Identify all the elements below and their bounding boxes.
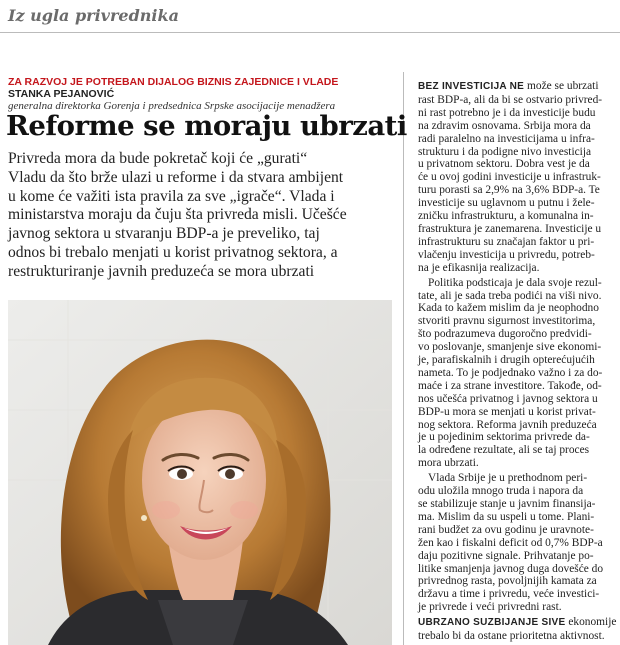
body-line: investicije su uglavnom u putnu i žele- [418,197,595,210]
lead-line: odnos bi trebalo menjati u korist privatnog sektora, a [8,243,338,261]
author-role: generalna direktorka Gorenja i predsednica Srpske asocijacije menadžera [8,100,336,112]
article-lead [8,150,400,282]
body-line: maće i za strane investitore. Takođe, od- [418,379,602,392]
body-line: na je efikasnija realizacija. [418,261,540,274]
body-line: na zdravim osnovama. Srbija mora da [418,119,591,132]
body-line: mora ubrzati. [418,457,479,470]
body-line: vo poslovanje, smanjenje sive ekonomi- [418,341,602,354]
body-line: ma. Mislim da su uspeli u tome. Plani- [418,510,595,523]
body-line: što podrazumeva dugoročno predvidi- [418,328,592,341]
body-line: tate, ali je sada treba podići na viši nivo. [418,289,602,302]
body-line: turu porasti sa 2,9% na 3,6% BDP-a. Te [418,184,600,197]
body-line: strukturu i da podigne nivo investicija [418,145,592,158]
body-line: nos učešća privatnog i javnog sektora u [418,392,598,405]
body-line: Politika podsticaja je dala svoje rezul- [428,276,602,289]
body-line: je, parafiskalnih i drugih opterećujućih [418,354,595,367]
lead-line: restrukturiranje javnih preduzeća se mora ubrzati [8,262,315,280]
article-body [418,80,617,643]
body-line: daju pozitivne signale. Prihvatanje po- [418,549,594,562]
body-line: nog sektora. Reforma javnih preduzeća [418,418,597,431]
body-line: radi paralelno na investicijama u infra- [418,132,595,145]
body-line: Kada to kažem mislim da je neophodno [418,302,599,315]
section-header [0,0,620,34]
body-line: BEZ INVESTICIJA NE može se ubrzati [418,80,599,92]
body-line: privrednog rasta, povoljnijih kamata za [418,575,597,588]
body-line: odu uložila mnogo truda i napora da [418,485,584,498]
body-line: zničku infrastrukturu, a komunalna in- [418,210,594,223]
lead-line: ministarstva moraju da čuju šta privreda misli. Učešće [8,206,347,224]
body-line: litike smanjenja javnog duga dovešće do [418,562,604,575]
author-portrait-photo [8,300,392,645]
body-line: rast BDP-a, ali da bi se ostvario privred- [418,93,603,106]
body-line: je u pojedinim sektorima privrede da- [418,431,590,444]
lead-line: u kome će važiti ista pravila za sve „igrače“. Vlada i [8,187,335,205]
body-line: će u ovoj godini investicije u infrastruk- [418,171,601,184]
body-line: stvoriti pravnu sigurnost investitorima, [418,315,596,328]
article-headline: Reforme se moraju ubrzati [6,110,407,142]
lead-line: Privreda mora da bude pokretač koji će „gurati“ [8,150,308,167]
runin-heading: BEZ INVESTICIJA NE [418,81,525,92]
body-line: la određene rezultate, ali se taj proces [418,444,590,457]
section-divider [0,32,620,33]
lead-line: javnog sektora u stvaranju BDP-a je preveliko, taj [8,225,320,243]
body-line: ni rast potrebno je i da investicije budu [418,106,596,119]
body-line: rani budžet za ovu godinu je uravnote- [418,523,594,536]
body-line: UBRZANO SUZBIJANJE SIVE ekonomije [418,616,617,629]
body-line: vlačenju investicija u privredu, potreb- [418,248,595,261]
body-line: infrastrukturu su značajan faktor u pri- [418,235,595,248]
body-line: nameta. To je podjednako važno i za do- [418,366,603,379]
body-line: BDP-u mora se menjati u korist privat- [418,405,596,418]
body-line: trebalo bi da ostane prioritetna aktivnost. [418,630,605,643]
body-line: Vlada Srbije je u prethodnom peri- [428,472,588,485]
article-kicker: ZA RAZVOJ JE POTREBAN DIJALOG BIZNIS ZAJEDNICE I VLADE [8,76,339,88]
author-name: STANKA PEJANOVIĆ [8,88,115,100]
body-line: frastruktura je zanemarena. Investicije u [418,222,602,235]
body-line: žen kao i fiskalni deficit od 0,7% BDP-a [418,536,603,549]
column-divider [403,72,404,645]
body-line: u privatnom sektoru. Dobra vest je da [418,158,590,171]
runin-heading: UBRZANO SUZBIJANJE SIVE [418,617,566,629]
lead-line: Vladu da što brže ulazi u reforme i da stvara ambijent [8,168,344,186]
body-line: se stabilizuje stanje u javnim finansija- [418,498,596,510]
section-title: Iz ugla privrednika [8,6,179,25]
body-line: državu a time i privredu, veće investici- [418,588,600,601]
body-line: je privrede i veći privredni rast. [418,601,562,614]
